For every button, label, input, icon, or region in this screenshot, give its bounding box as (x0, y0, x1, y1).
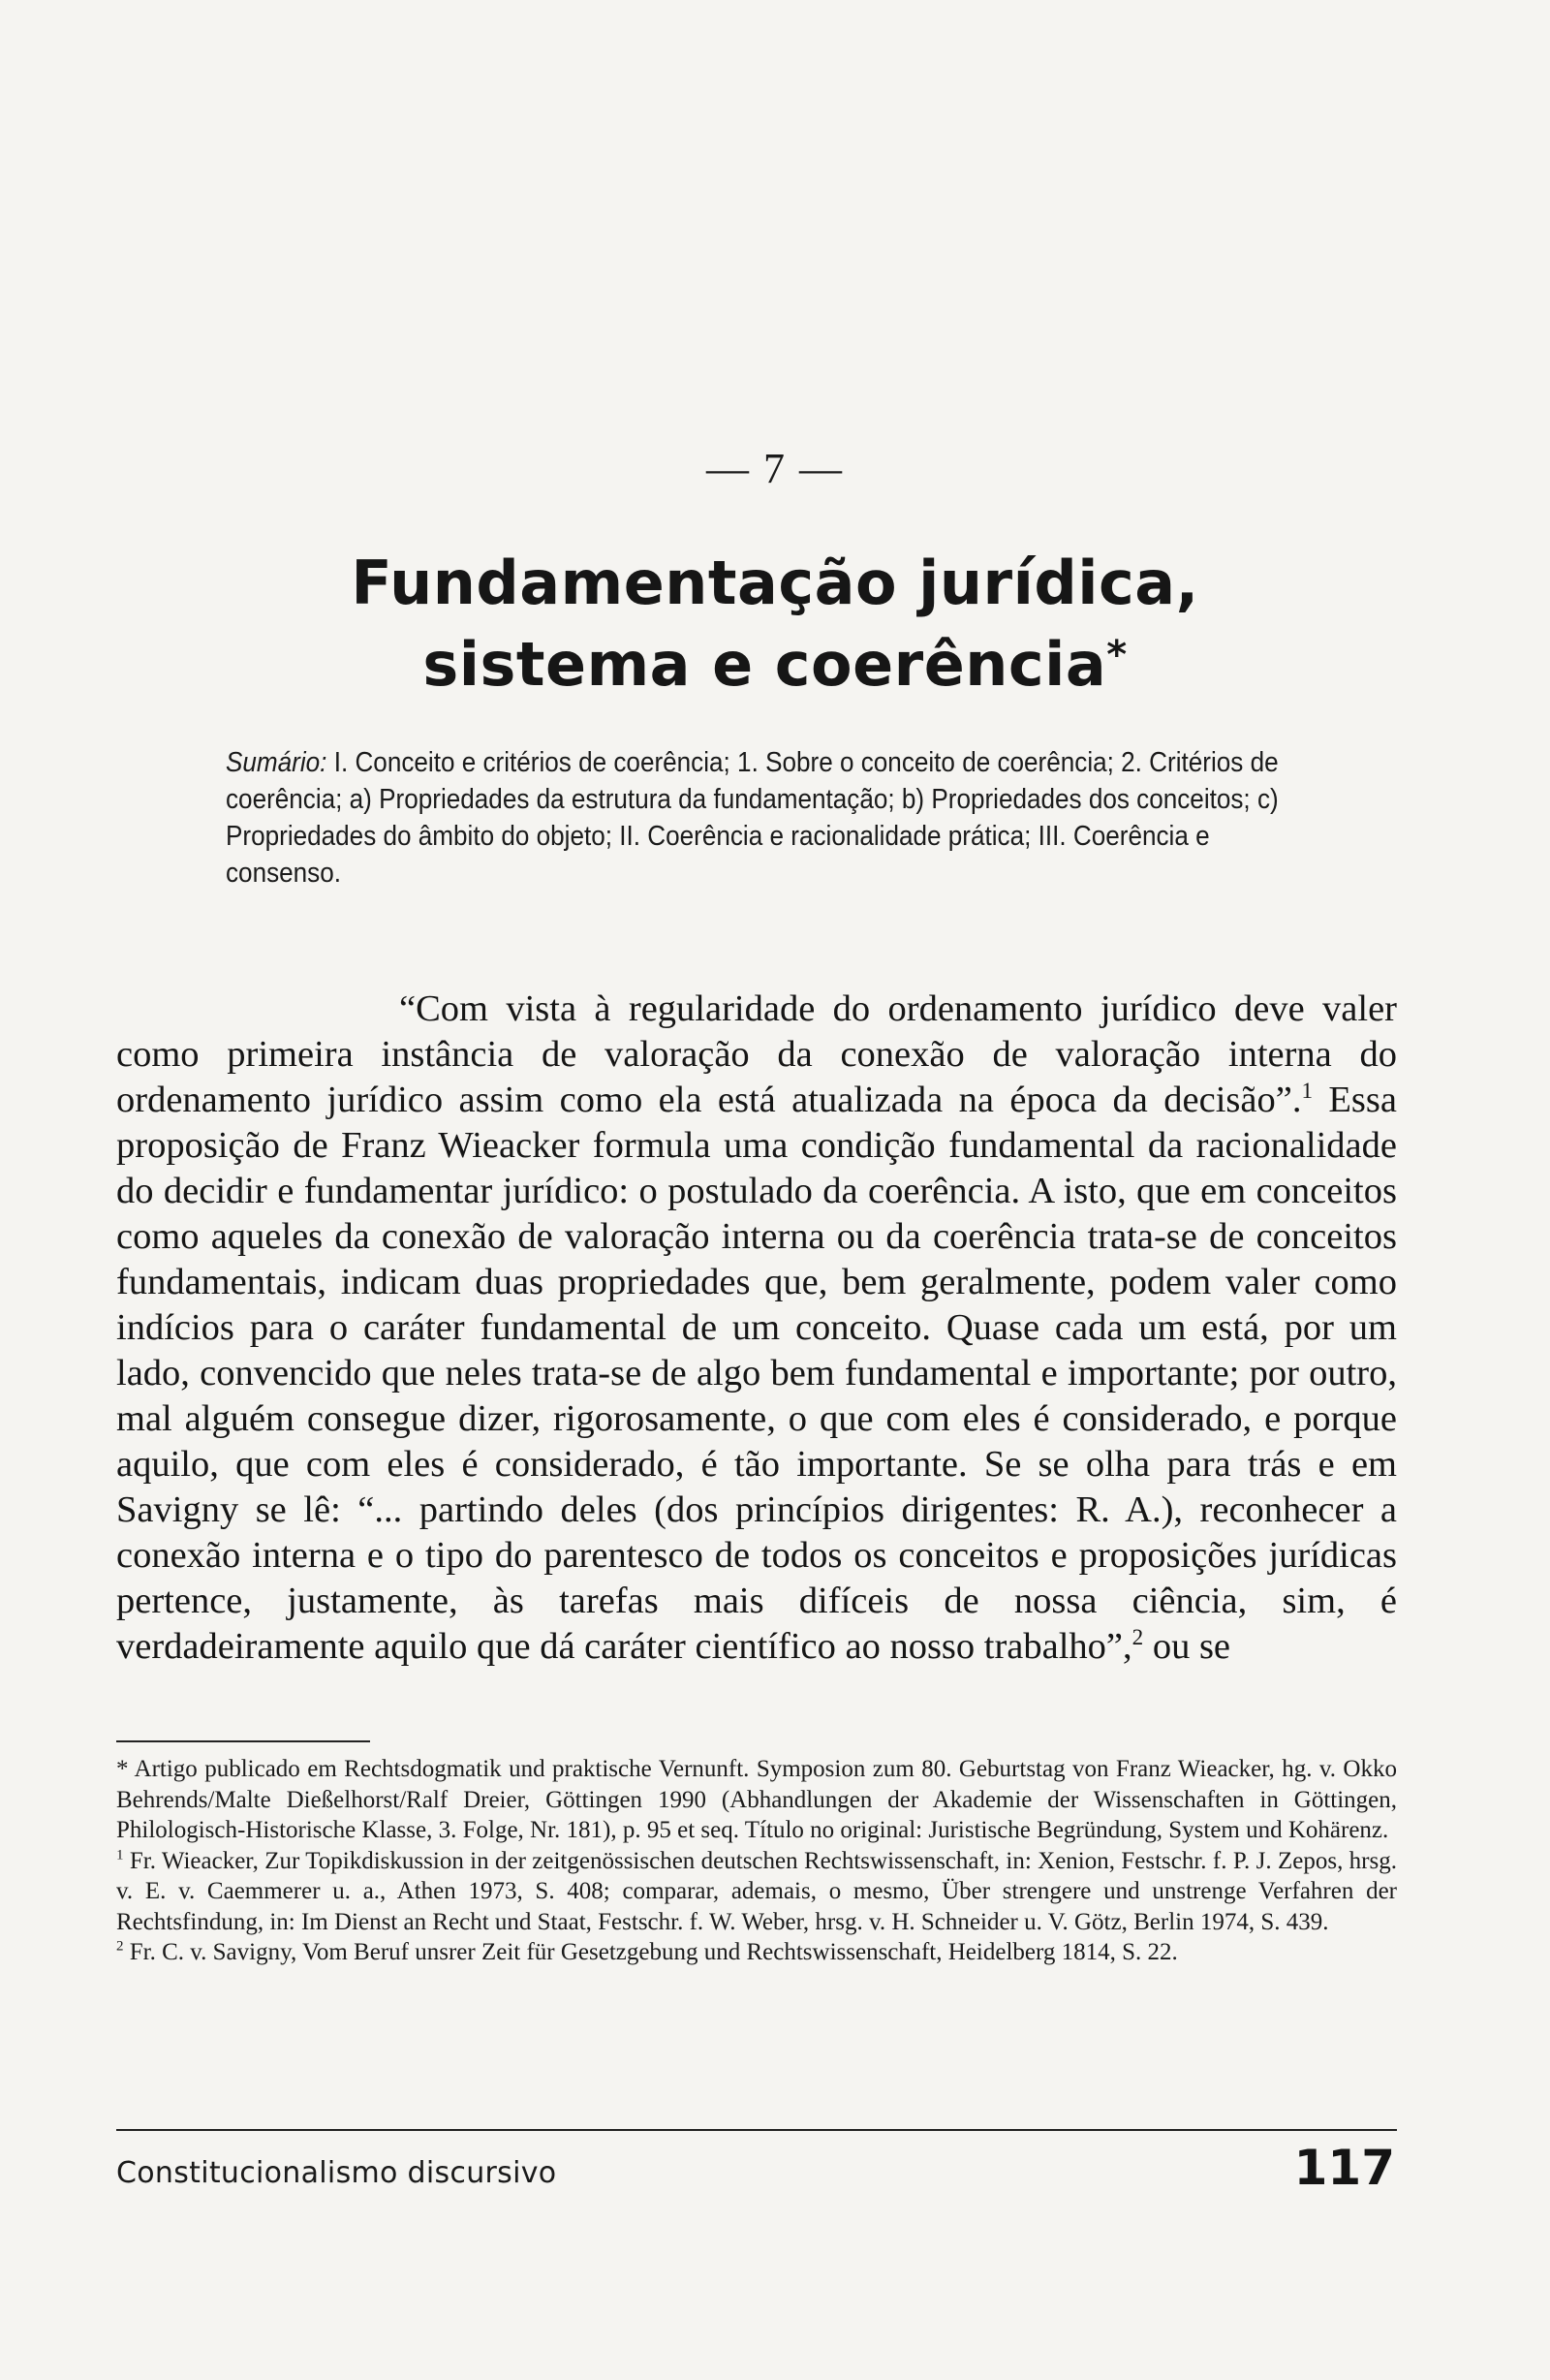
footnote-ref-2: 2 (1132, 1624, 1144, 1650)
chapter-title-line-2-text: sistema e coerência (422, 629, 1107, 700)
body-paragraph (116, 986, 1397, 1670)
footnote-ref-1: 1 (1301, 1078, 1313, 1104)
footnote-separator (116, 1740, 370, 1742)
chapter-title (0, 548, 1550, 701)
footnote-2-text: Fr. C. v. Savigny, Vom Beruf unsrer Zeit für Gesetzgebung und Rechtswissenschaft, Heidelberg 1814, S. 22. (123, 1939, 1178, 1965)
body-paragraph-part-2: Essa proposição de Franz Wieacker formula uma condição fundamental da racionalidade do decidir e fundamentar jurídico: o postulado da coerência. A isto, que em conceitos como aqueles da conexão de valoração interna ou da coerência trata-se de conceitos fundamentais, indicam duas propriedades que, bem geralmente, podem valer como indícios para o caráter fundamental de um conceito. Quase cada um está, por um lado, convencido que neles trata-se de algo bem fundamental e importante; por outro, mal alguém consegue dizer, rigorosamente, o que com eles é considerado, e porque aquilo, que com eles é considerado, é tão importante. Se se olha para trás e em Savigny se lê: “... partindo deles (dos princípios dirigentes: R. A.), reconhecer a conexão interna e o tipo do parentesco de todos os conceitos e proposições jurídicas pertence, justamente, às tarefas mais difíceis de nossa ciência, sim, é verdadeiramente aquilo que dá caráter científico ao nosso trabalho”, (116, 1080, 1397, 1667)
footnote-1-number: 1 (116, 1847, 124, 1863)
body-paragraph-part-3: ou se (1143, 1626, 1231, 1667)
chapter-summary (226, 744, 1296, 892)
chapter-number: — 7 — (706, 445, 844, 492)
page-number: 117 (1293, 2140, 1395, 2196)
footnote-1-text: Fr. Wieacker, Zur Topikdiskussion in der zeitgenössischen deutschen Rechtswissenschaft, in: Xenion, Festschr. f. P. J. Zepos, hrsg. v. E. v. Caemmerer u. a., Athen 1973, S. 408; comparar, ademais, o mesmo, Über strengere und unstrenge Verfahren der Rechtsfindung, in: Im Dienst an Recht und Staat, Festschr. f. W. Weber, hrsg. v. H. Schneider u. V. Götz, Berlin 1974, S. 439. (116, 1847, 1397, 1935)
chapter-title-line-2 (0, 619, 1550, 701)
body-paragraph-part-1: “Com vista à regularidade do ordenamento jurídico deve valer como primeira instância de valoração da conexão de valoração interna do ordenamento jurídico assim como ela está atualizada na época da decisão”. (116, 988, 1397, 1120)
summary-text: I. Conceito e critérios de coerência; 1. Sobre o conceito de coerência; 2. Critérios de coerência; a) Propriedades da estrutura da fundamentação; b) Propriedades dos conceitos; c) Propriedades do âmbito do objeto; II. Coerência e racionalidade prática; III. Coerência e consenso. (226, 747, 1279, 889)
chapter-title-line-1: Fundamentação jurídica, (351, 548, 1199, 618)
footnote-1 (116, 1846, 1397, 1938)
footnote-2-number: 2 (116, 1938, 124, 1955)
footnotes (116, 1754, 1397, 1968)
chapter-title-footnote-mark: * (1106, 633, 1128, 677)
footer-rule (116, 2129, 1397, 2131)
footnote-star: * Artigo publicado em Rechtsdogmatik und praktische Vernunft. Symposion zum 80. Geburtstag von Franz Wieacker, hg. v. Okko Behrends/Malte Dießelhorst/Ralf Dreier, Göttingen 1990 (Abhandlungen der Akademie der Wissenschaften in Göttingen, Philologisch-Historische Klasse, 3. Folge, Nr. 181), p. 95 et seq. Título no original: Juristische Begründung, System und Kohärenz. (116, 1756, 1397, 1843)
body-text (116, 986, 1397, 1670)
footnote-2 (116, 1937, 1397, 1968)
running-footer-title: Constitucionalismo discursivo (116, 2156, 557, 2190)
summary-label: Sumário: (226, 747, 327, 778)
